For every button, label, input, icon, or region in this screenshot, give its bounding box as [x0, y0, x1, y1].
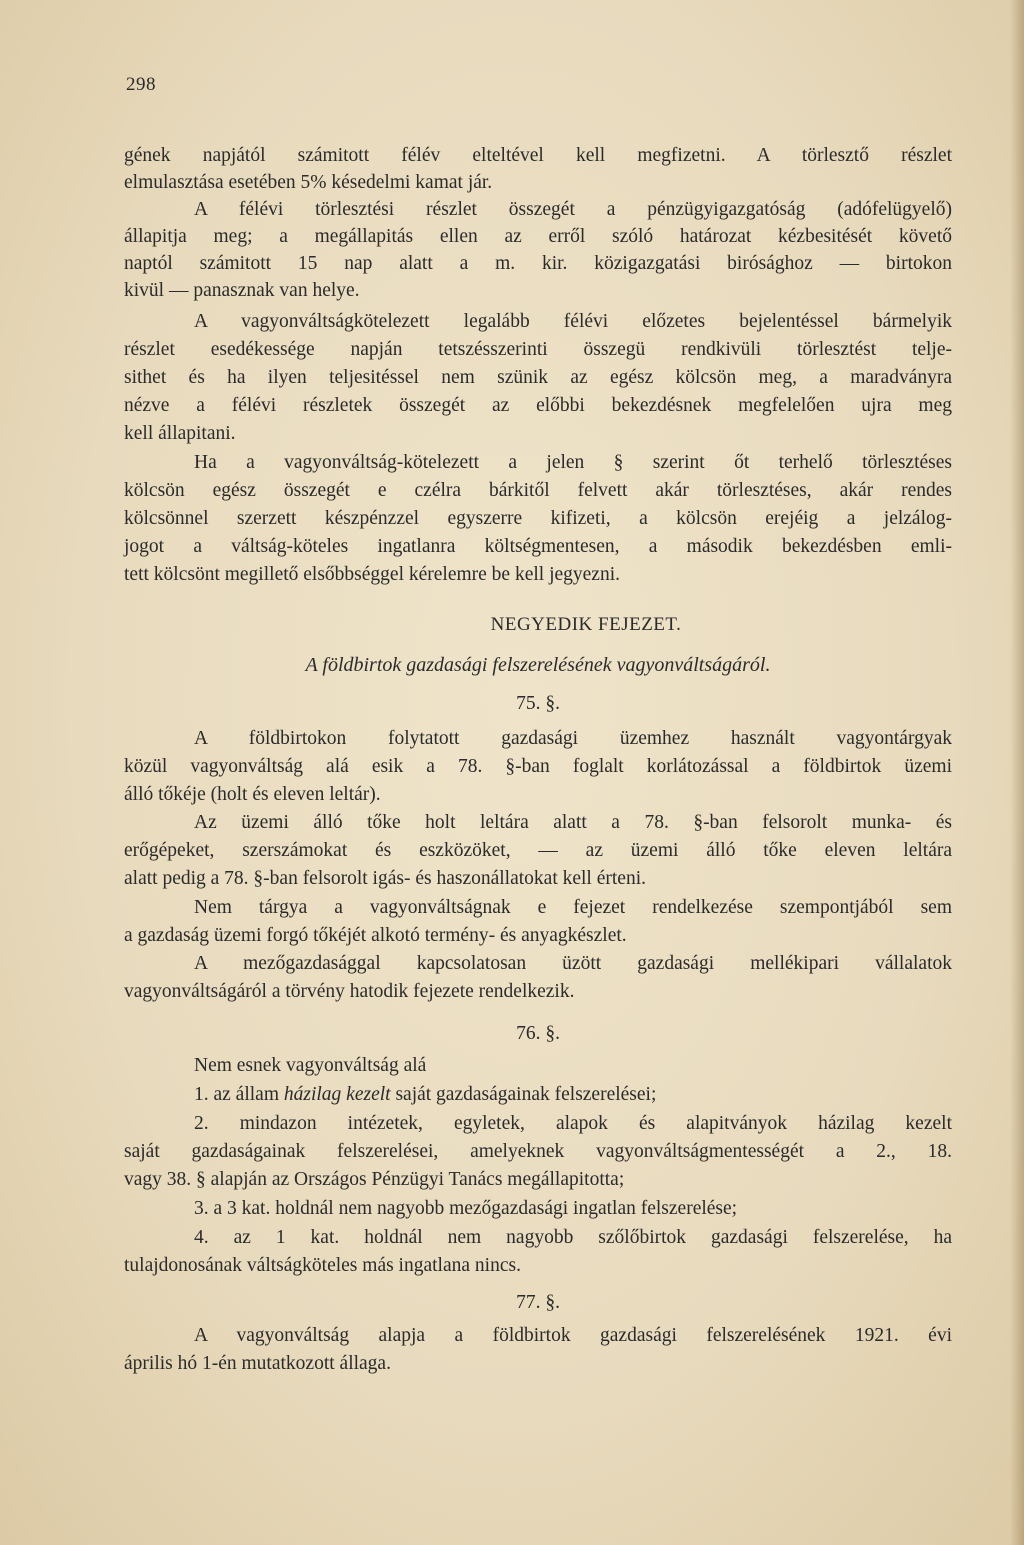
text-line: gének napjától számitott félév elteltével kell megfizetni. A törlesztő részlet: [124, 145, 952, 166]
text-line: kölcsön egész összegét e czélra bárkitől felvett akár törlesztéses, akár rendes: [124, 480, 952, 501]
text-line: A félévi törlesztési részlet összegét a pénzügyigazgatóság (adófelügyelő): [194, 199, 952, 220]
section-heading-77: 77. §.: [516, 1292, 560, 1313]
text-line: A vagyonváltságkötelezett legalább félévi előzetes bejelentéssel bármelyik: [194, 311, 952, 332]
section-heading-76: 76. §.: [516, 1023, 560, 1044]
text-line: közül vagyonváltság alá esik a 78. §-ban foglalt korlátozással a földbirtok üzemi: [124, 756, 952, 777]
list-item-text: saját gazdaságainak felszerelései;: [390, 1084, 657, 1105]
list-intro: Nem esnek vagyonváltság alá: [194, 1055, 427, 1076]
text-line: A mezőgazdasággal kapcsolatosan üzött gazdasági mellékipari vállalatok: [194, 953, 952, 974]
page-number: 298: [126, 74, 156, 95]
text-line: naptól számitott 15 nap alatt a m. kir. közigazgatási birósághoz — birtokon: [124, 253, 952, 274]
text-line: Az üzemi álló tőke holt leltára alatt a 78. §-ban felsorolt munka- és: [194, 812, 952, 833]
list-item-text: 1. az állam: [194, 1084, 284, 1105]
text-line: saját gazdaságainak felszerelései, amelyeknek vagyonváltságmentességét a 2., 18.: [124, 1141, 952, 1162]
text-line: nézve a félévi részletek összegét az előbbi bekezdésnek megfelelően ujra meg: [124, 395, 952, 416]
text-line: álló tőkéje (holt és eleven leltár).: [124, 784, 381, 805]
text-line: erőgépeket, szerszámokat és eszközöket, — az üzemi álló tőke eleven leltára: [124, 840, 952, 861]
text-line: A vagyonváltság alapja a földbirtok gazdasági felszerelésének 1921. évi: [194, 1325, 952, 1346]
list-item-4: 4. az 1 kat. holdnál nem nagyobb szőlőbirtok gazdasági felszerelése, ha: [194, 1227, 952, 1248]
list-item-1: [194, 1082, 952, 1108]
chapter-subtitle: A földbirtok gazdasági felszerelésének vagyonváltságáról.: [305, 654, 771, 676]
text-line: Nem tárgya a vagyonváltságnak e fejezet rendelkezése szempontjából sem: [194, 897, 952, 918]
text-line: a gazdaság üzemi forgó tőkéjét alkotó termény- és anyagkészlet.: [124, 925, 627, 946]
text-line: sithet és ha ilyen teljesitéssel nem szünik az egész kölcsön meg, a maradványra: [124, 367, 952, 388]
text-line: kivül — panasznak van helye.: [124, 280, 360, 301]
text-line: állapitja meg; a megállapitás ellen az erről szóló határozat kézbesitését követő: [124, 226, 952, 247]
text-line: jogot a váltság-köteles ingatlanra költségmentesen, a második bekezdésben emli-: [124, 536, 952, 557]
page-edge-shadow: [1010, 0, 1024, 1545]
section-heading-75: 75. §.: [516, 693, 560, 714]
text-line: részlet esedékessége napján tetszésszerinti összegü rendkivüli törlesztést telje-: [124, 339, 952, 360]
text-line: alatt pedig a 78. §-ban felsorolt igás- és haszonállatokat kell érteni.: [124, 868, 646, 889]
text-line: tett kölcsönt megillető elsőbbséggel kérelemre be kell jegyezni.: [124, 564, 621, 585]
text-line: április hó 1-én mutatkozott állaga.: [124, 1353, 391, 1374]
text-line: kell állapitani.: [124, 423, 236, 444]
list-item-3: 3. a 3 kat. holdnál nem nagyobb mezőgazdasági ingatlan felszerelése;: [194, 1198, 738, 1219]
text-line: vagyonváltságáról a törvény hatodik fejezete rendelkezik.: [124, 981, 575, 1002]
text-line: A földbirtokon folytatott gazdasági üzemhez használt vagyontárgyak: [194, 728, 952, 749]
text-line: Ha a vagyonváltság-kötelezett a jelen § szerint őt terhelő törlesztéses: [194, 452, 952, 473]
emphasis-text: házilag kezelt: [283, 1084, 391, 1105]
text-line: tulajdonosának váltságköteles más ingatlana nincs.: [124, 1255, 521, 1276]
text-line: vagy 38. § alapján az Országos Pénzügyi Tanács megállapitotta;: [124, 1169, 625, 1190]
list-item-2: 2. mindazon intézetek, egyletek, alapok és alapitványok házilag kezelt: [194, 1113, 952, 1134]
text-line: elmulasztása esetében 5% késedelmi kamat jár.: [124, 172, 493, 193]
chapter-heading: NEGYEDIK FEJEZET.: [490, 614, 682, 635]
text-line: kölcsönnel szerzett készpénzzel egyszerre kifizeti, a kölcsön erejéig a jelzálog-: [124, 508, 952, 529]
